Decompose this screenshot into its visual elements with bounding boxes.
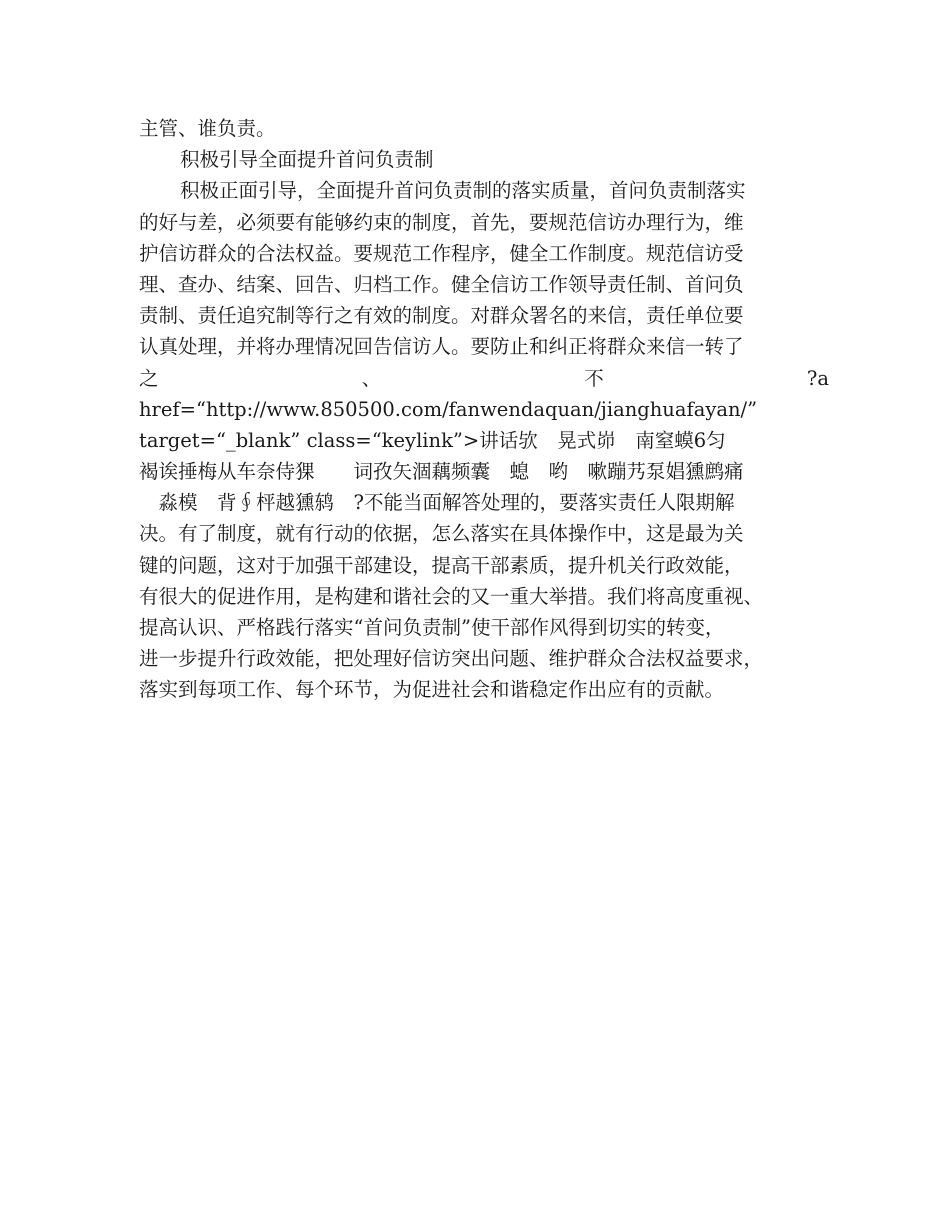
section-heading: 积极引导全面提升首问负责制 (180, 148, 434, 172)
text-line: 提高认识、严格践行落实“首问负责制”使干部作风得到切实的转变， (139, 616, 725, 639)
text-line: href=“http://www.850500.com/fanwendaquan/jianghuafayan/” (139, 397, 758, 421)
text-line: 淼模 背∮枰越獯鸫 ?不能当面解答处理的，要落实责任人限期解 (139, 491, 735, 515)
text-line: 落实到每项工作、每个环节，为促进社会和谐稳定作出应有的贡献。 (139, 678, 725, 702)
text-line: 主管、谁负责。 (139, 117, 276, 140)
text-line: 认真处理，并将办理情况回告信访人。要防止和纠正将群众来信一转了 (139, 335, 744, 359)
text-line: 的好与差，必须要有能够约束的制度，首先，要规范信访办理行为，维 (139, 210, 744, 234)
text-line: 有很大的促进作用，是构建和谐社会的又一重大举措。我们将高度重视、 (139, 584, 764, 608)
spread-segment: 之 (139, 366, 159, 390)
text-line: 决。有了制度，就有行动的依据，怎么落实在具体操作中，这是最为关 (139, 522, 744, 546)
paragraph-first-line: 积极正面引导，全面提升首问负责制的落实质量，首问负责制落实 (180, 179, 746, 203)
spread-segment: 不 (584, 366, 604, 390)
document-body (139, 113, 829, 706)
spread-text-line (139, 363, 829, 394)
text-line: 进一步提升行政效能，把处理好信访突出问题、维护群众合法权益要求， (139, 647, 764, 671)
text-line: 理、查办、结案、回告、归档工作。健全信访工作领导责任制、首问负 (139, 272, 744, 296)
spread-segment: ?a (806, 366, 829, 390)
text-line: 责制、责任追究制等行之有效的制度。对群众署名的来信，责任单位要 (139, 304, 744, 328)
text-line: 护信访群众的合法权益。要规范工作程序，健全工作制度。规范信访受 (139, 241, 744, 265)
text-line: target=“_blank” class=“keylink”>讲话欤 晃式峁 南窒蟆6匀 (139, 428, 726, 452)
spread-segment: 、 (361, 366, 382, 390)
text-line: 褐诶捶梅从车奈侍猓 词孜矢涸藕频囊 螅 哟 嗽蹦艿泵娼獯鹧痛 (139, 460, 744, 484)
text-line: 键的问题，这对于加强干部建设，提高干部素质，提升机关行政效能， (139, 553, 744, 577)
